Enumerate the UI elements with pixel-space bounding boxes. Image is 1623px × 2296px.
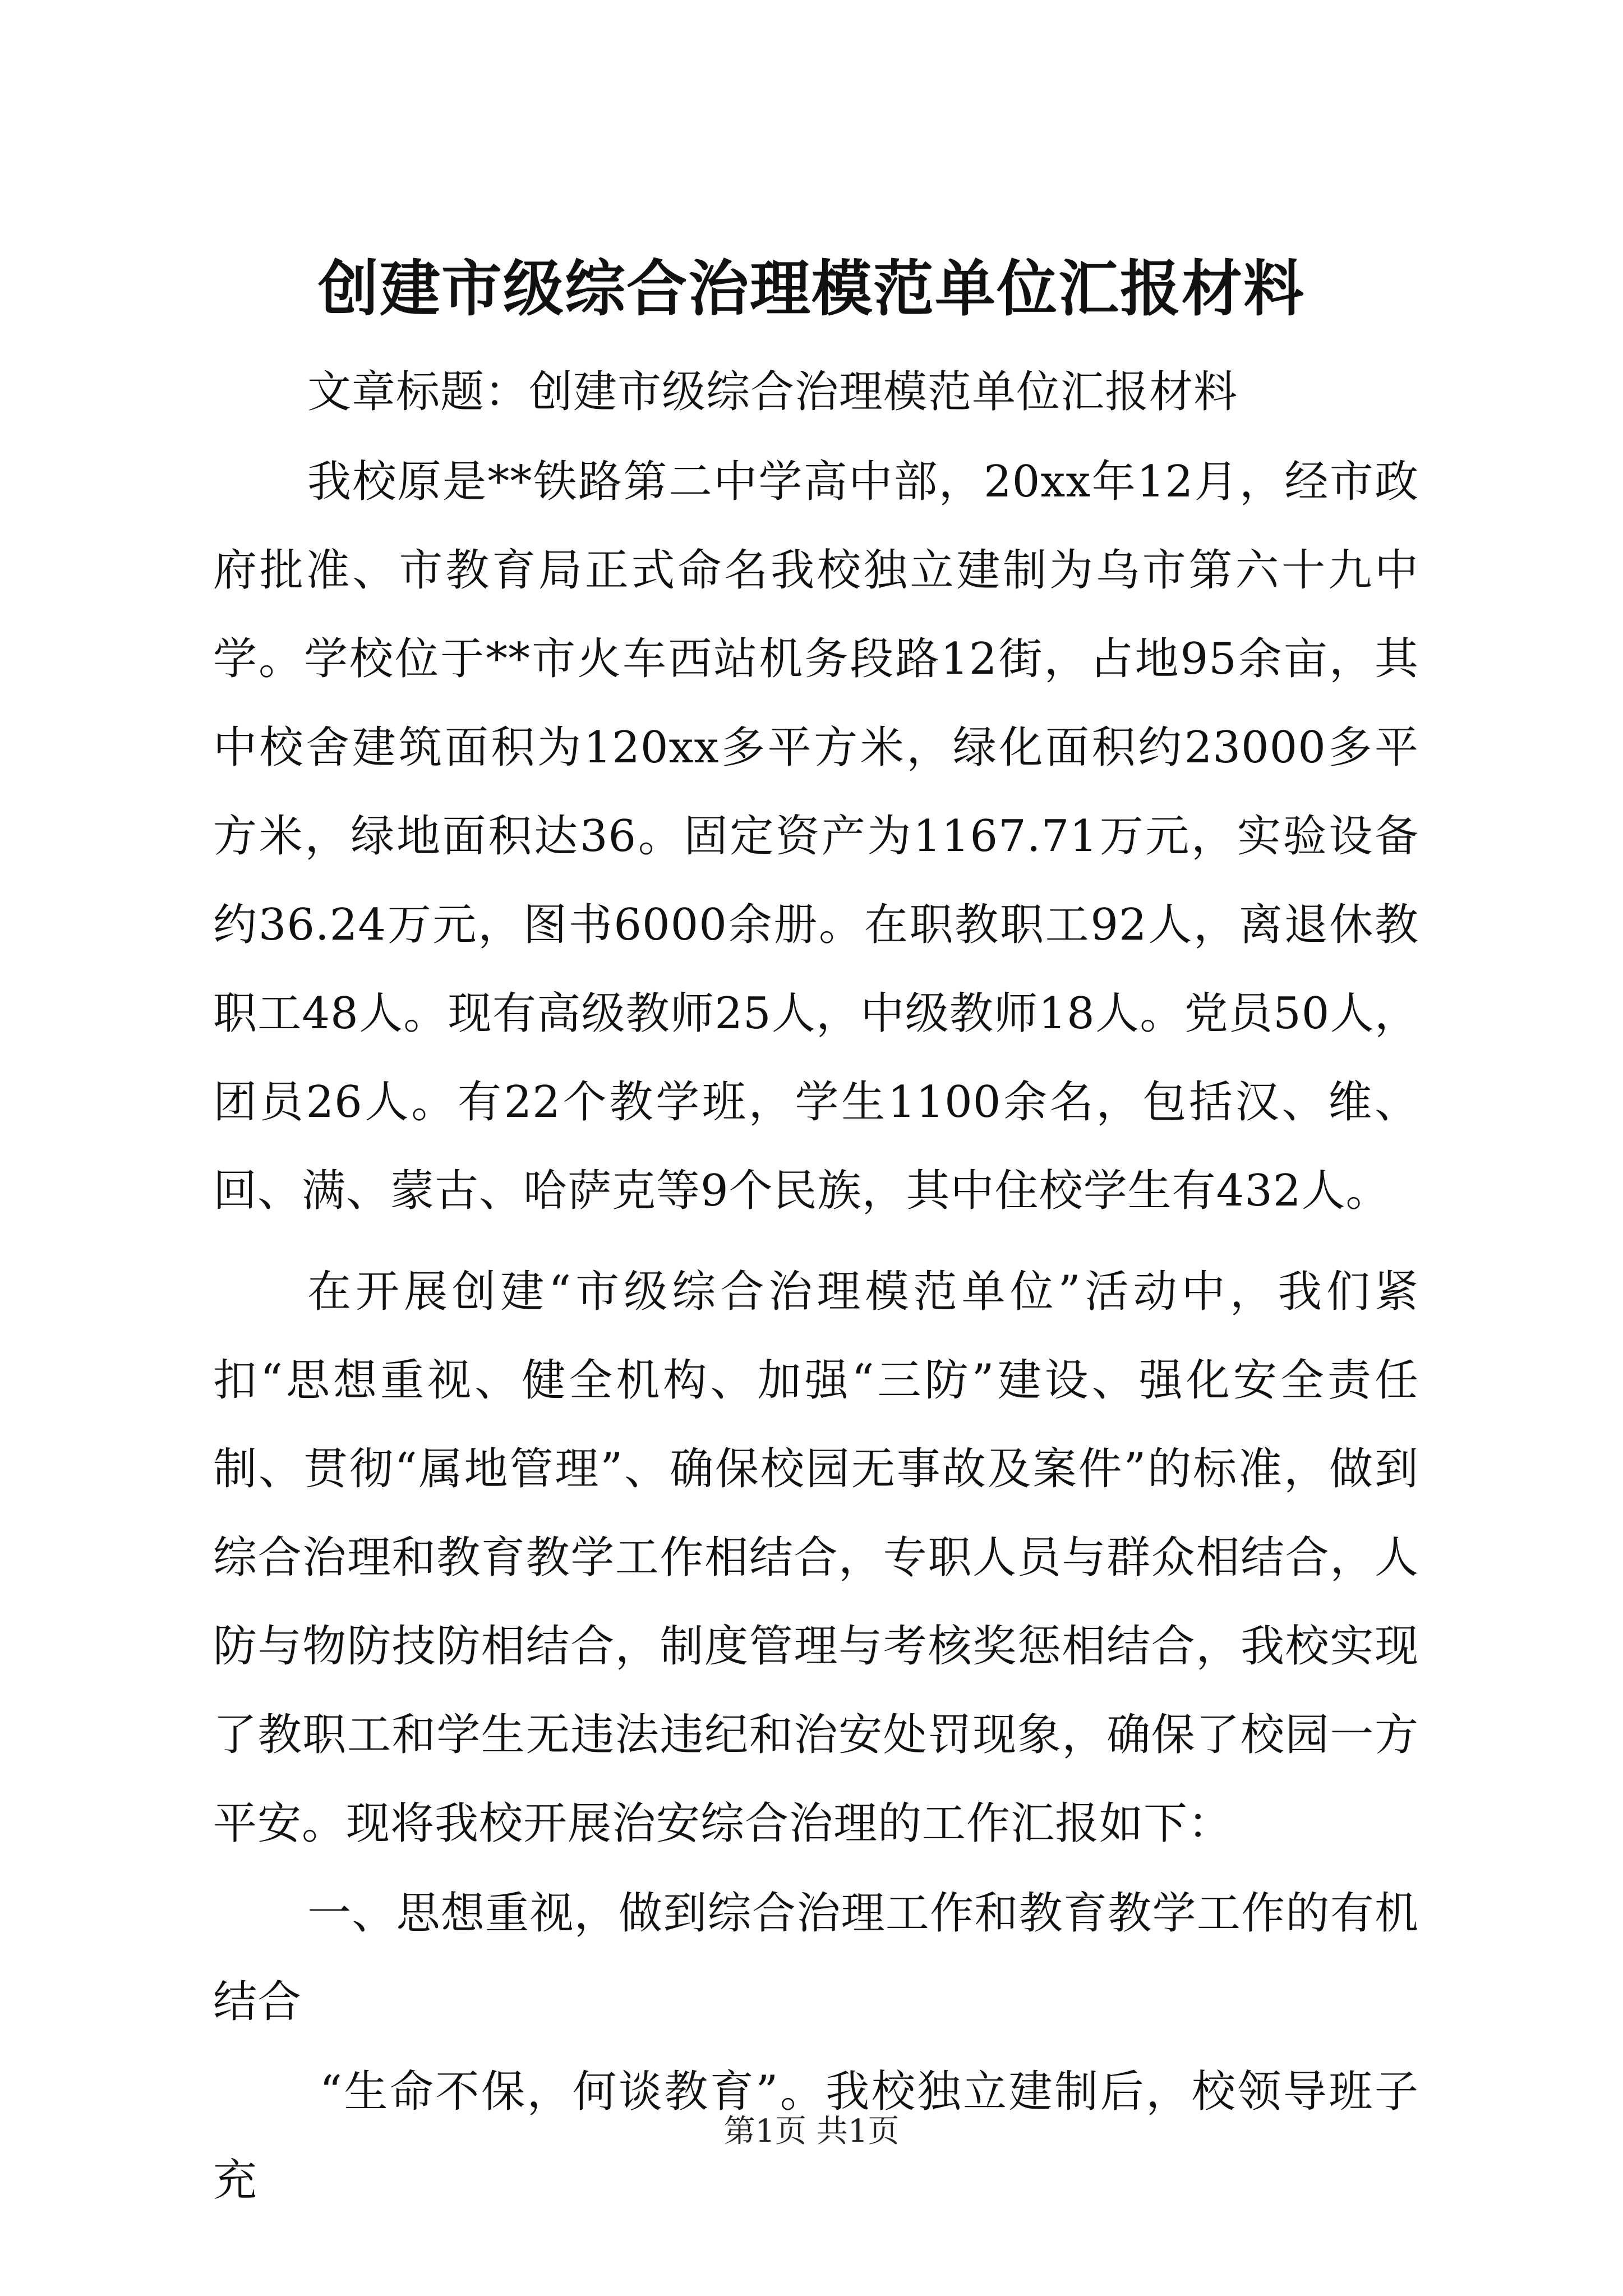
paragraph-campaign: 在开展创建“市级综合治理模范单位”活动中，我们紧扣“思想重视、健全机构、加强“三防”建设、强化安全责任制、贯彻“属地管理”、确保校园无事故及案件”的标准，做到综合治理和教育教学工作相结合，专职人员与群众相结合，人防与物防技防相结合，制度管理与考核奖惩相结合，我校实现了教职工和学生无违法违纪和治安处罚现象，确保了校园一方平安。现将我校开展治安综合治理的工作汇报如下：	[213, 1267, 1419, 1849]
document-body	[213, 348, 1419, 2225]
page-footer: 第1页 共1页	[723, 2113, 900, 2150]
document-title: 创建市级综合治理模范单位汇报材料	[317, 254, 1305, 324]
paragraph-school-intro: 我校原是**铁路第二中学高中部，20xx年12月，经市政府批准、市教育局正式命名我校独立建制为乌市第六十九中学。学校位于**市火车西站机务段路12街，占地95余亩，其中校舍建筑面积为120xx多平方米，绿化面积约23000多平方米，绿地面积达36。固定资产为1167.71万元，实验设备约36.24万元，图书6000余册。在职教职工92人，离退休教职工48人。现有高级教师25人，中级教师18人。党员50人，团员26人。有22个教学班，学生1100余名，包括汉、维、回、满、蒙古、哈萨克等9个民族，其中住校学生有432人。	[213, 457, 1419, 1216]
section-heading-1: 一、思想重视，做到综合治理工作和教育教学工作的有机结合	[213, 1888, 1419, 2027]
paragraph-life-education: “生命不保，何谈教育”。我校独立建制后，校领导班子充	[213, 2067, 1419, 2206]
article-title-line: 文章标题：创建市级综合治理模范单位汇报材料	[307, 367, 1238, 417]
